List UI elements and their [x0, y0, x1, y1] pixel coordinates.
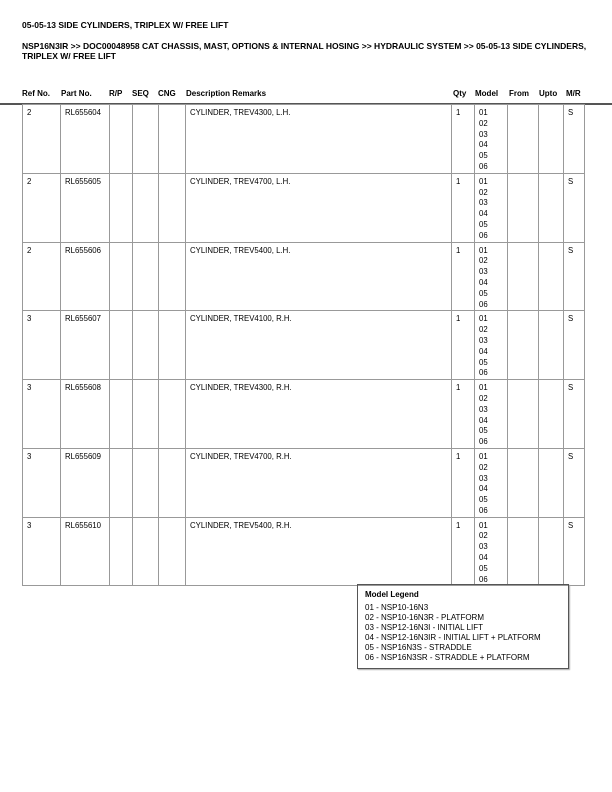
- cng-cell: [159, 105, 186, 174]
- table-row: [23, 448, 585, 517]
- column-header: Upto: [539, 89, 558, 98]
- model-code: 02: [479, 325, 488, 335]
- model-code: 01: [479, 245, 488, 255]
- from-cell: [508, 105, 539, 174]
- legend-item: 03 - NSP12-16N3I - INITIAL LIFT: [365, 623, 483, 632]
- model-code: 02: [479, 256, 488, 266]
- legend-item: 01 - NSP10-16N3: [365, 603, 429, 612]
- model-code: 03: [479, 335, 488, 345]
- seq-cell: [133, 311, 159, 380]
- column-header: From: [509, 89, 529, 98]
- mr-cell: S: [564, 380, 585, 449]
- seq-cell: [133, 105, 159, 174]
- model-code: 04: [479, 277, 488, 287]
- model-code: 04: [479, 209, 488, 219]
- rp-cell: [110, 105, 133, 174]
- column-header: CNG: [158, 89, 176, 98]
- model-code: 02: [479, 462, 488, 472]
- part-no-cell: RL655608: [61, 380, 110, 449]
- description-cell: CYLINDER, TREV4300, L.H.: [186, 105, 452, 174]
- rp-cell: [110, 311, 133, 380]
- mr-cell: S: [564, 517, 585, 586]
- description-cell: CYLINDER, TREV5400, R.H.: [186, 517, 452, 586]
- legend-item: 06 - NSP16N3SR - STRADDLE + PLATFORM: [365, 653, 530, 662]
- description-cell: CYLINDER, TREV4100, R.H.: [186, 311, 452, 380]
- mr-cell: S: [564, 105, 585, 174]
- model-code: 02: [479, 393, 488, 403]
- description-cell: CYLINDER, TREV4700, R.H.: [186, 448, 452, 517]
- mr-cell: S: [564, 173, 585, 242]
- cng-cell: [159, 448, 186, 517]
- model-code: 05: [479, 288, 488, 298]
- model-code: 01: [479, 108, 488, 117]
- model-code: 03: [479, 473, 488, 483]
- rp-cell: [110, 173, 133, 242]
- model-code: 05: [479, 151, 488, 161]
- part-no-cell: RL655607: [61, 311, 110, 380]
- model-code: 02: [479, 531, 488, 541]
- from-cell: [508, 242, 539, 311]
- part-no-cell: RL655609: [61, 448, 110, 517]
- model-code: 01: [479, 520, 488, 530]
- model-code: 01: [479, 176, 488, 186]
- cng-cell: [159, 517, 186, 586]
- ref-cell: 2: [23, 105, 61, 174]
- cng-cell: [159, 311, 186, 380]
- model-code: 03: [479, 267, 488, 277]
- model-code: 02: [479, 118, 488, 128]
- description-cell: CYLINDER, TREV5400, L.H.: [186, 242, 452, 311]
- qty-cell: 1: [452, 448, 475, 517]
- rp-cell: [110, 517, 133, 586]
- rp-cell: [110, 380, 133, 449]
- column-header: Model: [475, 89, 499, 98]
- column-header: R/P: [109, 89, 123, 98]
- description-cell: CYLINDER, TREV4300, R.H.: [186, 380, 452, 449]
- table-row: [23, 380, 585, 449]
- from-cell: [508, 173, 539, 242]
- model-code: 03: [479, 129, 488, 139]
- from-cell: [508, 448, 539, 517]
- ref-cell: 2: [23, 242, 61, 311]
- model-code: 02: [479, 187, 488, 197]
- parts-table: [22, 104, 585, 586]
- description-cell: CYLINDER, TREV4700, L.H.: [186, 173, 452, 242]
- mr-cell: S: [564, 242, 585, 311]
- seq-cell: [133, 242, 159, 311]
- table-row: [23, 173, 585, 242]
- mr-cell: S: [564, 448, 585, 517]
- legend-title: Model Legend: [365, 590, 419, 599]
- page-title: 05-05-13 SIDE CYLINDERS, TRIPLEX W/ FREE LIFT: [22, 20, 229, 30]
- part-no-cell: RL655605: [61, 173, 110, 242]
- model-cell: [475, 311, 508, 380]
- model-code: 06: [479, 299, 488, 309]
- model-code: 03: [479, 198, 488, 208]
- ref-cell: 3: [23, 380, 61, 449]
- breadcrumb: NSP16N3IR >> DOC00048958 CAT CHASSIS, MAST, OPTIONS & INTERNAL HOSING >> HYDRAULIC SYSTEM >> 05-05-13 SIDE CYLINDERS, TRIPLEX W/ FREE LIFT: [22, 41, 587, 61]
- qty-cell: 1: [452, 105, 475, 174]
- table-row: [23, 105, 585, 174]
- column-header: Ref No.: [22, 89, 50, 98]
- upto-cell: [539, 448, 564, 517]
- model-code: 06: [479, 368, 488, 378]
- table-row: [23, 517, 585, 586]
- upto-cell: [539, 105, 564, 174]
- legend-item: 05 - NSP16N3S - STRADDLE: [365, 643, 472, 652]
- model-code: 06: [479, 574, 488, 584]
- model-code: 05: [479, 357, 488, 367]
- cng-cell: [159, 242, 186, 311]
- model-code: 05: [479, 563, 488, 573]
- table-row: [23, 242, 585, 311]
- model-cell: [475, 105, 508, 174]
- upto-cell: [539, 380, 564, 449]
- model-cell: [475, 517, 508, 586]
- table-row: [23, 311, 585, 380]
- cng-cell: [159, 380, 186, 449]
- qty-cell: 1: [452, 173, 475, 242]
- legend-item: 02 - NSP10-16N3R - PLATFORM: [365, 613, 484, 622]
- upto-cell: [539, 242, 564, 311]
- from-cell: [508, 380, 539, 449]
- model-cell: [475, 173, 508, 242]
- ref-cell: 2: [23, 173, 61, 242]
- from-cell: [508, 311, 539, 380]
- upto-cell: [539, 173, 564, 242]
- model-code: 03: [479, 542, 488, 552]
- model-code: 01: [479, 383, 488, 393]
- model-cell: [475, 242, 508, 311]
- qty-cell: 1: [452, 311, 475, 380]
- column-header: SEQ: [132, 89, 149, 98]
- ref-cell: 3: [23, 448, 61, 517]
- model-legend: [357, 584, 569, 669]
- from-cell: [508, 517, 539, 586]
- model-code: 01: [479, 451, 488, 461]
- part-no-cell: RL655604: [61, 105, 110, 174]
- part-no-cell: RL655606: [61, 242, 110, 311]
- mr-cell: S: [564, 311, 585, 380]
- column-header: Qty: [453, 89, 467, 98]
- model-code: 05: [479, 426, 488, 436]
- column-header: Description Remarks: [186, 89, 267, 98]
- model-code: 04: [479, 346, 488, 356]
- upto-cell: [539, 517, 564, 586]
- model-code: 01: [479, 314, 488, 324]
- model-code: 04: [479, 415, 488, 425]
- model-code: 05: [479, 495, 488, 505]
- qty-cell: 1: [452, 380, 475, 449]
- model-code: 05: [479, 219, 488, 229]
- seq-cell: [133, 380, 159, 449]
- model-code: 04: [479, 553, 488, 563]
- seq-cell: [133, 517, 159, 586]
- model-cell: [475, 448, 508, 517]
- upto-cell: [539, 311, 564, 380]
- model-code: 03: [479, 404, 488, 414]
- qty-cell: 1: [452, 517, 475, 586]
- model-cell: [475, 380, 508, 449]
- rp-cell: [110, 242, 133, 311]
- seq-cell: [133, 448, 159, 517]
- legend-item: 04 - NSP12-16N3IR - INITIAL LIFT + PLATFORM: [365, 633, 541, 642]
- seq-cell: [133, 173, 159, 242]
- ref-cell: 3: [23, 517, 61, 586]
- column-header: Part No.: [61, 89, 92, 98]
- model-code: 06: [479, 161, 488, 171]
- part-no-cell: RL655610: [61, 517, 110, 586]
- column-header: M/R: [566, 89, 581, 98]
- model-code: 06: [479, 437, 488, 447]
- qty-cell: 1: [452, 242, 475, 311]
- model-code: 06: [479, 230, 488, 240]
- rp-cell: [110, 448, 133, 517]
- cng-cell: [159, 173, 186, 242]
- ref-cell: 3: [23, 311, 61, 380]
- model-code: 04: [479, 140, 488, 150]
- model-code: 06: [479, 505, 488, 515]
- model-code: 04: [479, 484, 488, 494]
